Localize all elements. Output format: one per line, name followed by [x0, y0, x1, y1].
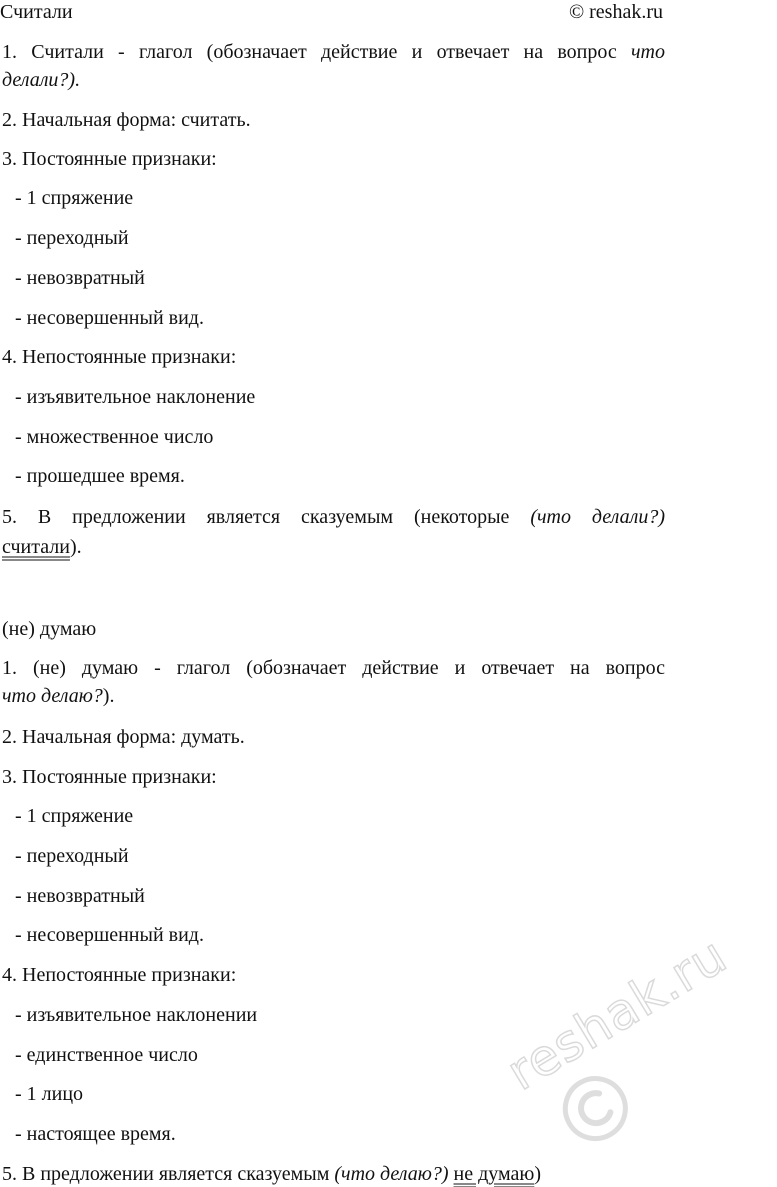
site-credit: © reshak.ru [568, 1, 663, 23]
s1-item1-line2 [2, 68, 665, 92]
s1-item3-list-item: - невозвратный [15, 267, 145, 289]
s1-item5-question: (что делали?) [530, 506, 665, 528]
s2-item4: 4. Непостоянные признаки: [2, 964, 237, 986]
s2-item4-list-item: - 1 лицо [15, 1083, 84, 1105]
page-title: Считали [0, 1, 73, 23]
s1-item2: 2. Начальная форма: считать. [2, 109, 251, 131]
s2-item5-text: 5. В предложении является сказуемым [2, 1163, 335, 1185]
s1-item4-list-item: - изъявительное наклонение [15, 386, 256, 408]
s1-item5-end: ). [69, 536, 82, 558]
s2-predicate-word: не думаю [453, 1163, 535, 1185]
s2-item1-line1: 1. (не) думаю - глагол (обозначает действие и отвечает на вопрос [2, 657, 665, 679]
s1-item4: 4. Непостоянные признаки: [2, 346, 237, 368]
s1-predicate-word: считали [2, 536, 70, 558]
s2-item4-list-item: - настоящее время. [15, 1123, 176, 1145]
s2-item5-end: ) [534, 1163, 542, 1185]
s2-item3-list-item: - невозвратный [15, 885, 145, 907]
s1-item3-list-item: - переходный [15, 227, 129, 249]
s1-item4-list-item: - множественное число [15, 426, 214, 448]
s1-item3-list-item: - несовершенный вид. [15, 307, 204, 329]
s2-item3-list-item: - 1 спряжение [15, 805, 134, 827]
watermark-text: reshak.ru [497, 925, 737, 1102]
s2-title: (не) думаю [2, 618, 97, 640]
s1-item1-text: 1. Считали - глагол (обозначает действие и отвечает на вопрос [2, 41, 632, 63]
s2-item1-end: ). [102, 685, 115, 707]
s2-item1-line2 [2, 684, 665, 708]
s2-item3-list-item: - переходный [15, 845, 129, 867]
s1-item5-line2 [2, 535, 665, 559]
s1-item1-line1 [2, 40, 665, 64]
s2-item3: 3. Постоянные признаки: [2, 766, 217, 788]
s2-item2: 2. Начальная форма: думать. [2, 726, 245, 748]
s2-item5 [2, 1162, 665, 1186]
s2-item4-list-item: - изъявительное наклонении [15, 1004, 258, 1026]
s1-item3: 3. Постоянные признаки: [2, 148, 217, 170]
s2-item5-question: (что делаю?) [334, 1163, 449, 1185]
s1-item4-list-item: - прошедшее время. [15, 465, 185, 487]
s1-item5-line1 [2, 505, 665, 529]
s1-item1-question-start: что [631, 41, 665, 63]
s2-item1-question: что делаю? [2, 685, 103, 707]
s1-item3-list-item: - 1 спряжение [15, 187, 134, 209]
s2-item3-list-item: - несовершенный вид. [15, 924, 204, 946]
s2-item4-list-item: - единственное число [15, 1044, 198, 1066]
s1-item5-text: 5. В предложении является сказуемым (некоторые [2, 506, 531, 528]
s1-item1-question-end: делали?). [2, 69, 81, 91]
